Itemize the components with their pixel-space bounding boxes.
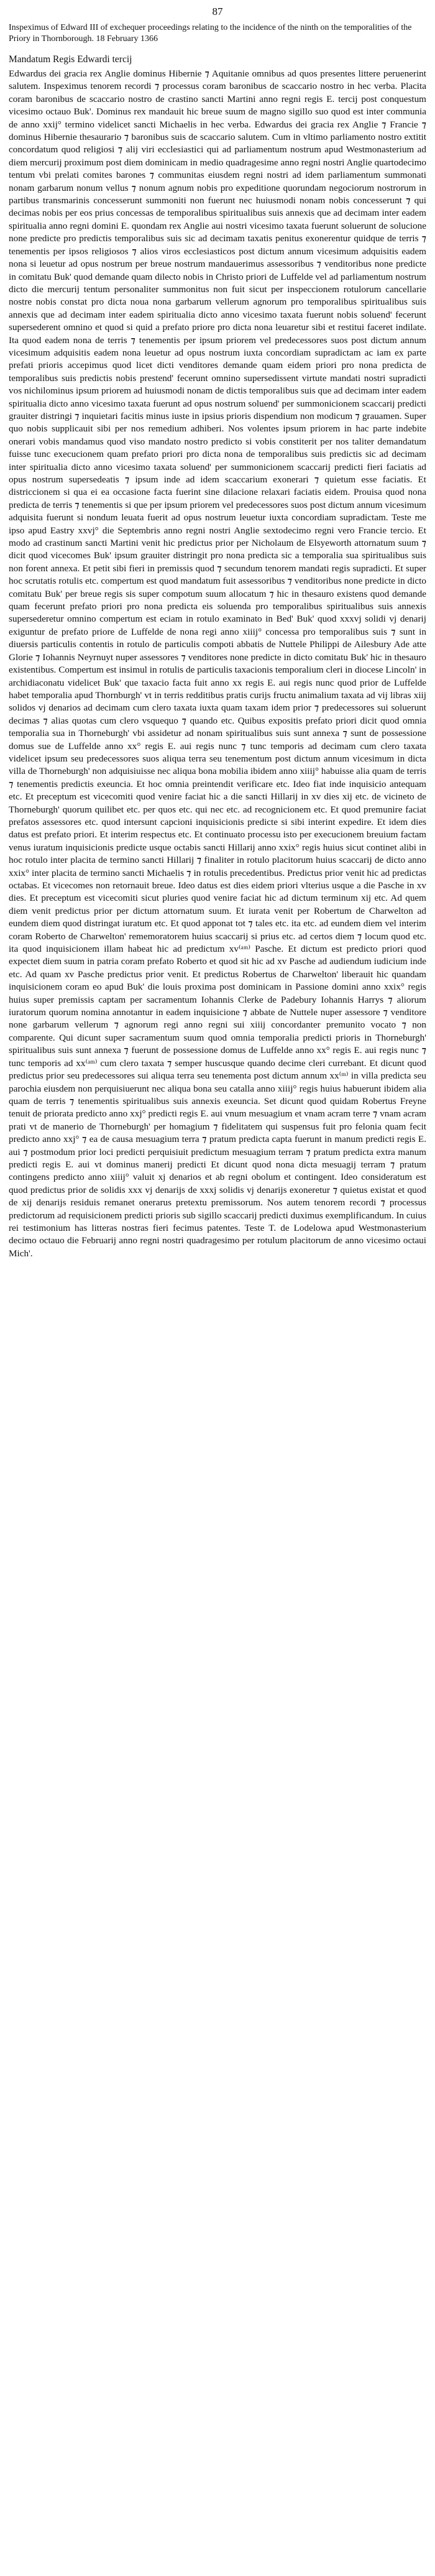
charter-text: Edwardus dei gracia rex Anglie dominus Hibernie ⁊ Aquitanie omnibus ad quos presentes littere peruenerint salutem. Inspeximus tenorem recordi ⁊ processus coram baronibus de scaccario nostro in hec verba. Placita coram baronibus de scaccario nostro de crastino sancti Martini anno regni regis E. tercij post conquestum vicesimo octauo Buk'. Dominus rex mandauit hic breue suum de magno sigillo suo quod est inter communia de anno xxij° termino videlicet sancti Michaelis in hec verba. Edwardus dei gracia rex Anglie ⁊ Francie ⁊ dominus Hibernie thesaurario ⁊ baronibus suis de scaccario salutem. Cum in vltimo parliamento nostro extitit concordatum quod religiosi ⁊ alij viri ecclesiastici qui ad parliamentum nostrum apud Westmonasterium ad diem mercurij proximum post diem dominicam in medio quadragesime anno regni nostri Anglie quartodecimo tentum vbi prelati comites barones ⁊ communitas eiusdem regni nostri ad idem parliamentum summonati nonam garbarum nonum vellus ⁊ nonum agnum nobis pro expeditione quorundam negociorum nostrorum in partibus transmarinis concesserunt summoniti non fuerunt nec huiusmodi nonam nobis concesserunt ⁊ qui decimas nobis per eos prius concessas de temporalibus spiritualibus suis annexis que ad decimam inter eadem spiritualia anno regni domini E. quondam rex Anglie aui nostri vicesimo taxata fuerunt soluerunt de solucione none predicte pro predictis temporalibus suis sic ad decimam taxatis penitus exonerentur quidque de terris ⁊ tenementis per ipsos religiosos ⁊ alios viros ecclesiasticos post dictum annum vicesimum adquisitis eadem nona si leuetur ad opus nostrum per breue nostrum mandauerimus assessoribus ⁊ venditoribus none predicte in comitatu Buk' quod demande quam dilecto nobis in Christo priori de Luffelde vel ad parliamentum nostrum dicto die mercurij tentum personaliter summonitus non fuit sicut per inspeccionem rotulorum cancellarie nostre nobis constat pro dicta noua nona garbarum vellerum agnorum pro temporalibus spiritualibus suis annexis que ad decimam inter eadem spiritualia dicto anno vicesimo taxata fuerunt nobis soluend' fecerunt supersederent omnino et quod si quid a prefato priore pro dicta nona leuaretur sibi et restitui faceret indilate. Ita quod eadem nona de terris ⁊ tenementis per ipsum priorem vel predecessores suos post dictum annum vicesimum adquisitis eadem nona leuetur ad opus nostrum iuxta concordiam supradictam ac iam ex parte prefati prioris accepimus quod licet dicti venditores demande quam eidem priori pro nona predicta de temporalibus suis predictis nobis prestend' fecerunt omnino supersedissent virtute mandati nostri supradicti vos nichilominus ipsum priorem ad huiusmodi nonam de dictis temporalibus suis que ad decimam inter eadem spiritualia dicto anno vicesimo taxata fuerunt ad opus nostrum soluend' per summonicionem scaccarij predicti grauiter distringi ⁊ inquietari facitis minus iuste in ipsius prioris dispendium non modicum ⁊ grauamen. Super quo nobis supplicauit sibi per nos remedium adhiberi. Nos volentes ipsum priorem in hac parte indebite onerari vobis mandamus quod viso mandato nostro predicto si vobis constiterit per nos taliter demandatum fuisse tunc execucionem quam prefato priori pro dicta nona de temporalibus suis predictis sic ad decimam inter spiritualia dicto anno vicesimo taxata soluend' per summonicionem scaccarij predicti fieri faciatis ad opus nostrum supersedeatis ⁊ ipsum inde ad idem scaccarium exonerari ⁊ quietum esse faciatis. Et districcionem si qua ei ea occasione facta fuerint sine dilacione relaxari faciatis eidem. Prouisa quod nona predicta de terris ⁊ tenementis si que per ipsum priorem vel predecessores suos post dictum annum vicesimum adquisita fuerunt si nondum leuata fuerit ad opus nostrum leuetur iuxta concordiam supradictam. Teste me ipso apud Eastry xxvj° die Septembris anno regni nostri Anglie sextodecimo regni vero Francie tercio. Et modo ad crastinum sancti Martini venit hic predictus prior per Nicholaum de Elsyeworth attornatum suum ⁊ dicit quod vicecomes Buk' ipsum grauiter distringit pro nona predicta sic a temporalia sua spiritualibus suis non forent annexa. Et petit sibi fieri in premissis quod ⁊ secundum tenorem mandati regis supradicti. Et super hoc scrutatis rotulis etc. compertum est quod mandatum fuit assessoribus ⁊ venditoribus none predicte in dicto comitatu Buk' per breue regis sis super compotum suum allocatum ⁊ hic in thesauro existens quod demande quam fecerunt prefato priori pro nona predicta eis soluenda pro temporalibus spiritualibus suis annexis supersederetur omnino compertum est eciam in rotulo examinato in Bed' Buk' quod xxxvj solidi vj denarij exiguntur de prefato priore de Luffelde de nona regi anno xiiij° concessa pro temporalibus suis ⁊ sunt in diuersis particulis contentis in rotulo de particulis compoti abbatis de Nuttele Philippi de Ailesbury Ade atte Glorie ⁊ Iohannis Neyrnuyt nuper assessores ⁊ venditores none predicte in dicto comitatu Buk' hic in thesauro existentibus. Compertum est insimul in rotulis de particulis taxacionis temporalium cleri in diocese Lincoln' in archidiaconatu videlicet Buk' que taxacio facta fuit anno xx regis E. aui regis nunc quod prior de Luffelde habet temporalia apud Thornburgh' vt in terris redditibus pratis curijs fructu animalium taxata ad vij libras xiij solidos vj denarios ad decimam cum clero taxata iuxta quam taxam idem prior ⁊ predecessores sui soluerunt decimas ⁊ alias quotas cum clero vsquequo ⁊ quando etc. Quibus expositis prefato priori dicit quod omnia temporalia sua in Thorneburgh' vbi assidetur ad nonam spiritualibus suis sunt annexa ⁊ sunt de possessione domus sue de Luffelde anno xx° regis E. aui regis nunc ⁊ tunc temporis ad decimam cum clero taxata videlicet ipsum seu predecessores suos aliqua terra seu tenementum post dictum annum vicesimum in dicta villa de Thorneburgh' non adquisiuisse nec aliqua bona mobilia ibidem anno xiiij° habuisse alia quam de terris ⁊ tenementis predictis exeuncia. Et hoc omnia preintendit verificare etc. Ideo fiat inde inquisicio antequam etc. Et preceptum est vicecomiti quod venire faciat hic a die sancti Hillarij in xv dies xij etc. de vicineto de Thorneburgh' quorum quilibet etc. per quos etc. qui nec etc. ad recognicionem etc. Et quod premunire faciat prefatos assessores etc. quod intersunt capcioni inquisicionis predicte si sibi interint expedire. Et idem dies datus est prefato priori. Et interim respectus etc. Et continuato processu isto per execucionem breuium factam venus iuratum inquisicionis predicte usque octabis sancti Hillarij anno xxix° regis huius sicut continet alibi in hoc rotulo inter placita de termino sancti Hillarij ⁊ finaliter in rotulo placitorum huius scaccarij de dicto anno xxix° inter placita de termino sancti Michaelis ⁊ in rotulis precedentibus. Predictus prior venit hic ad predictas octabas. Et vicecomes non retornauit breue. Ideo datus est dies eidem priori vlterius usque a die Pasche in xv dies. Et preceptum est vicecomiti sicut pluries quod venire faciat hic ad dictum terminum xij etc. Ad quem diem venit predictus prior per dictum attornatum suum. Et iurata venit per Robertum de Charwelton ad eundem diem quod distringat iuratum etc. Et quod apponat tot ⁊ tales etc. ita etc. ad eundem diem vel interim coram Roberto de Charwelton' rememoratorem huius scaccarij si prius etc. ad certos diem ⁊ locum quod etc. ita quod inquisicionem illam habeat hic ad predictum xv⁽ᵃᵐ⁾ Pasche. Et dictum est predicto priori quod expectet diem suum in patria coram prefato Roberto et quod sit hic ad xv Pasche ad audiendum iudicium inde etc. Ad quam xv Pasche predictus prior venit. Et predictus Robertus de Charwelton' liberauit hic quandam inquisicionem coram eo apud Buk' die louis proxima post dominicam in Passione domini anno xxix° regis huius super premissis captam per sacramentum Iohannis Clerke de Padebury Iohannis Harrys ⁊ aliorum iuratorum quorum nomina annotantur in eadem inquisicione ⁊ abbate de Nuttele nuper assessore ⁊ venditore none garbarum vellerum ⁊ agnorum regi anno regni sui xiiij concordanter premunito vocato ⁊ non comparente. Qui dicunt super sacramentum suum quod omnia temporalia predicti prioris in Thorneburgh' spiritualibus suis sunt annexa ⁊ fuerunt de possessione domus de Luffelde anno xx° regis E. aui regis nunc ⁊ tunc temporis ad xx⁽ᵃᵐ⁾ cum clero taxata ⁊ semper huscusque quando decime cleri currebant. Et dicunt quod predictus prior seu predecessores sui aliqua terra seu tenementa post dictum annum xx⁽ᵐ⁾ in villa predicta seu parochia eiusdem non perquisiuerunt nec aliqua bona seu catalla anno xiiij° regis huius habuerunt ibidem alia quam de terris ⁊ tenementis spiritualibus suis annexis exeuncia. Set dicunt quod quidam Robertus Freyne tenuit de priorata predicto anno xxj° predicti regis E. aui vnum mesuagium et vnam acram terre ⁊ vnam acram prati vt de manerio de Thorneburgh' per homagium ⁊ fidelitatem qui suspensus fuit pro felonia quam fecit predicto anno xxj° ⁊ ea de causa mesuagium terra ⁊ pratum predicta capta fuerunt in manum predicti regis E. aui ⁊ postmodum prior loci predicti perquisiuit predictum mesuagium terram ⁊ pratum predicta extra manum predicti regis E. aui vt dominus manerij predicti Et dicunt quod nona dicta mesuagij terram ⁊ pratum contingens predicto anno xiiij° valuit xj denarios et ab regni obolum et contingent. Ideo consideratum est quod predictus prior de solidis xxx vj denarijs de xxxj solidis vj denarijs exoneretur ⁊ quietus existat et quod de xij denarijs residuis remanet onerarus pretextu premissorum. Nos autem tenorem recordi ⁊ processus predictorum ad requisicionem predicti prioris sub sigillo scaccarij predicti duximus exemplificandum. In cuius rei testimonium has litteras nostras fieri fecimus patentes. Teste T. de Lodelowa apud Westmonasterium decimo octauo die Februarij anno regni nostri quadragesimo per rotulum placitorum de anno vicesimo octaui Mich'. xyxy=(9,68,426,1259)
mandate-title: Mandatum Regis Edwardi tercij xyxy=(9,54,132,65)
page-number: 87 xyxy=(212,6,223,17)
document-heading: Inspeximus of Edward III of exchequer proceedings relating to the incidence of the ninth on the temporalities of the Priory in Thornborough. 18 February 1366 xyxy=(9,23,412,44)
document-page xyxy=(9,5,426,2571)
